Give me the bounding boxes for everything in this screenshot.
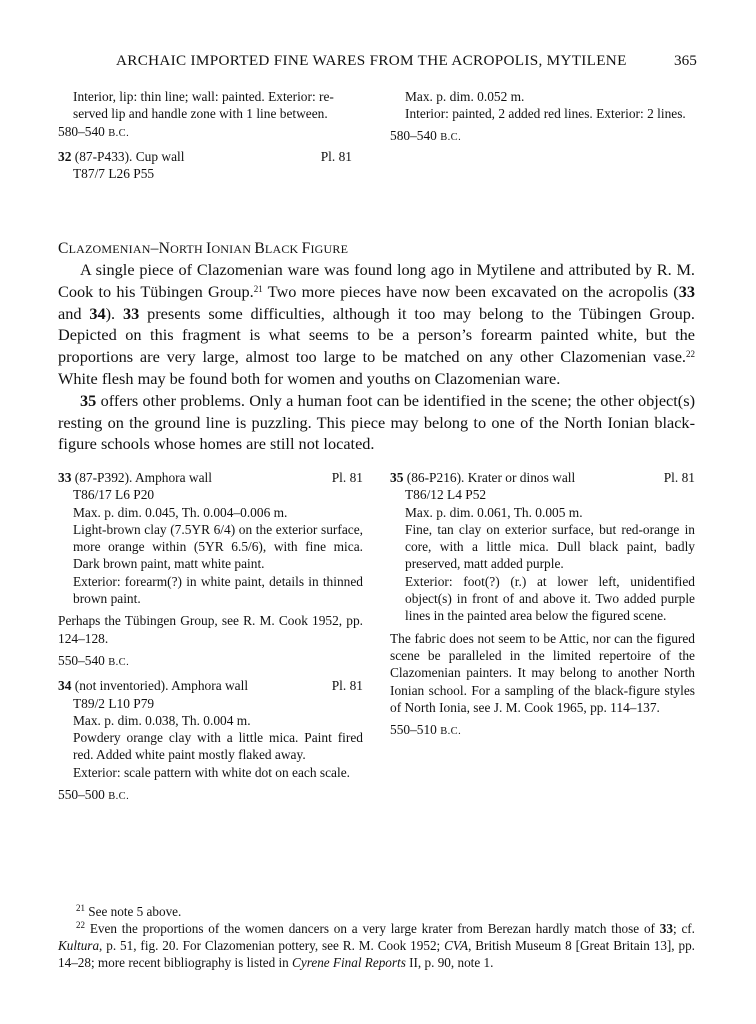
entry-35-exterior: Exterior: foot(?) (r.) at lower left, unidentified object(s) in front of and above it. Two added purple lines in the painted area below the figured scene. (405, 573, 695, 624)
entry-34-number: 34 (58, 678, 72, 694)
entry-33-comment: Perhaps the Tübingen Group, see R. M. Cook 1952, pp. 124–128. (58, 613, 363, 646)
paragraph-1: A single piece of Clazomenian ware was found long ago in Mytilene and attributed by R. M. Cook to his Tübingen Group.$^{21}$ Two more pieces have now been excavated on the acropolis (33 and 34). 33 presents some difficulties, although it too may belong to the Tübingen Group. Depicted on this fragment is what seems to be a person’s forearm painted white, but the proportions are very large, almost too large to be matched on any other Clazomenian vase.$^{22}$ White flesh may be found both for women and youths on Clazomenian ware. (58, 260, 695, 388)
entry-34-date: 550–500 B.C. (58, 787, 130, 803)
entry-34-context: T89/2 L10 P79 (73, 695, 155, 711)
section-heading: CLAZOMENIAN–NORTH IONIAN BLACK FIGURE (58, 240, 349, 257)
entry-32-heading (58, 148, 352, 165)
entry-34-plate: Pl. 81 (331, 678, 363, 694)
entry-35-date: 550–510 B.C. (390, 722, 462, 738)
top-left-column (58, 88, 352, 182)
entry-32-context: T87/7 L26 P55 (73, 166, 155, 182)
entry-33-title: (87-P392). Amphora wall (74, 470, 212, 485)
entry-35-title: (86-P216). Krater or dinos wall (406, 470, 576, 485)
continued-description-line-2: served lip and handle zone with 1 line between. (73, 106, 328, 122)
entry-35-number: 35 (390, 470, 404, 485)
entry-35-plate: Pl. 81 (663, 470, 695, 485)
footnotes (58, 903, 695, 971)
body-text (58, 259, 695, 455)
entry-33-heading (58, 469, 363, 486)
footnote-22: $^{22}$ Even the proportions of the women dancers on a very large krater from Berezan hardly match those of 33; cf. Kultura, p. 51, fig. 20. For Clazomenian pottery, see R. M. Cook 1952; CVA, British Museum 8 [Great Britain 13], pp. 14–28; more recent bibliography is listed in Cyrene Final Reports II, p. 90, note 1. (58, 920, 695, 970)
entry-33-exterior: Exterior: forearm(?) in white paint, details in thinned brown paint. (73, 573, 363, 607)
entry-35-fabric: Fine, tan clay on exterior surface, but red-orange in core, with a little mica. Dull black paint, badly preserved, matt added purple. (405, 521, 695, 572)
entry-35-comment: The fabric does not seem to be Attic, nor can the figured scene be paralleled in the limited repertoire of the Clazomenian painters. It may belong to another North Ionian school. For a sampling of the black-figure styles of North Ionia, see J. M. Cook 1965, pp. 114–137. (390, 630, 695, 715)
entry-32-title: (87-P433). Cup wall (74, 148, 185, 164)
continued-description-line-1: Interior, lip: thin line; wall: painted. Exterior: re- (73, 89, 334, 104)
top-right-column (390, 88, 695, 146)
entry-32-plate: Pl. 81 (320, 148, 352, 164)
entry-34-dimensions: Max. p. dim. 0.038, Th. 0.004 m. (73, 712, 251, 728)
date-line: 580–540 B.C. (58, 123, 130, 139)
entry-34-fabric: Powdery orange clay with a little mica. Paint fired red. Added white paint mostly flaked away. (73, 730, 363, 763)
entry-35-context: T86/12 L4 P52 (405, 487, 487, 503)
footnote-ref-22: 22 (686, 349, 695, 360)
footnote-21: $^{21}$ See note 5 above. (76, 903, 182, 919)
entry-33-fabric: Light-brown clay (7.5YR 6/4) on the exterior surface, more orange within (5YR 6.5/6), with fine mica. Dark brown paint, matt white paint. (73, 521, 363, 572)
entry-34-exterior: Exterior: scale pattern with white dot on each scale. (73, 764, 351, 780)
entry-33-dimensions: Max. p. dim. 0.045, Th. 0.004–0.006 m. (73, 504, 288, 520)
catalogue-right-column (390, 469, 695, 740)
entry-35-heading (390, 469, 695, 486)
entry-34-heading (58, 677, 363, 694)
dimension-line: Max. p. dim. 0.052 m. (405, 89, 525, 104)
entry-33-date: 550–540 B.C. (58, 652, 130, 668)
entry-35-dimensions: Max. p. dim. 0.061, Th. 0.005 m. (405, 504, 583, 520)
entry-32-number: 32 (58, 148, 72, 164)
entry-34-title: (not inventoried). Amphora wall (74, 678, 249, 694)
date-line: 580–540 B.C. (390, 127, 462, 143)
footnote-ref-21: 21 (253, 283, 263, 294)
page-number: 365 (674, 52, 697, 69)
interior-description: Interior: painted, 2 added red lines. Exterior: 2 lines. (405, 106, 686, 122)
running-header-title: ARCHAIC IMPORTED FINE WARES FROM THE ACROPOLIS, MYTILENE (116, 52, 627, 69)
catalogue-left-column (58, 469, 363, 805)
entry-33-context: T86/17 L6 P20 (73, 487, 155, 503)
entry-33-plate: Pl. 81 (331, 470, 363, 485)
entry-33-number: 33 (58, 470, 72, 485)
paragraph-2: 35 offers other problems. Only a human foot can be identified in the scene; the other object(s) resting on the ground line is puzzling. This piece may belong to one of the North Ionian black-figure schools whose homes are still not located. (58, 390, 695, 454)
